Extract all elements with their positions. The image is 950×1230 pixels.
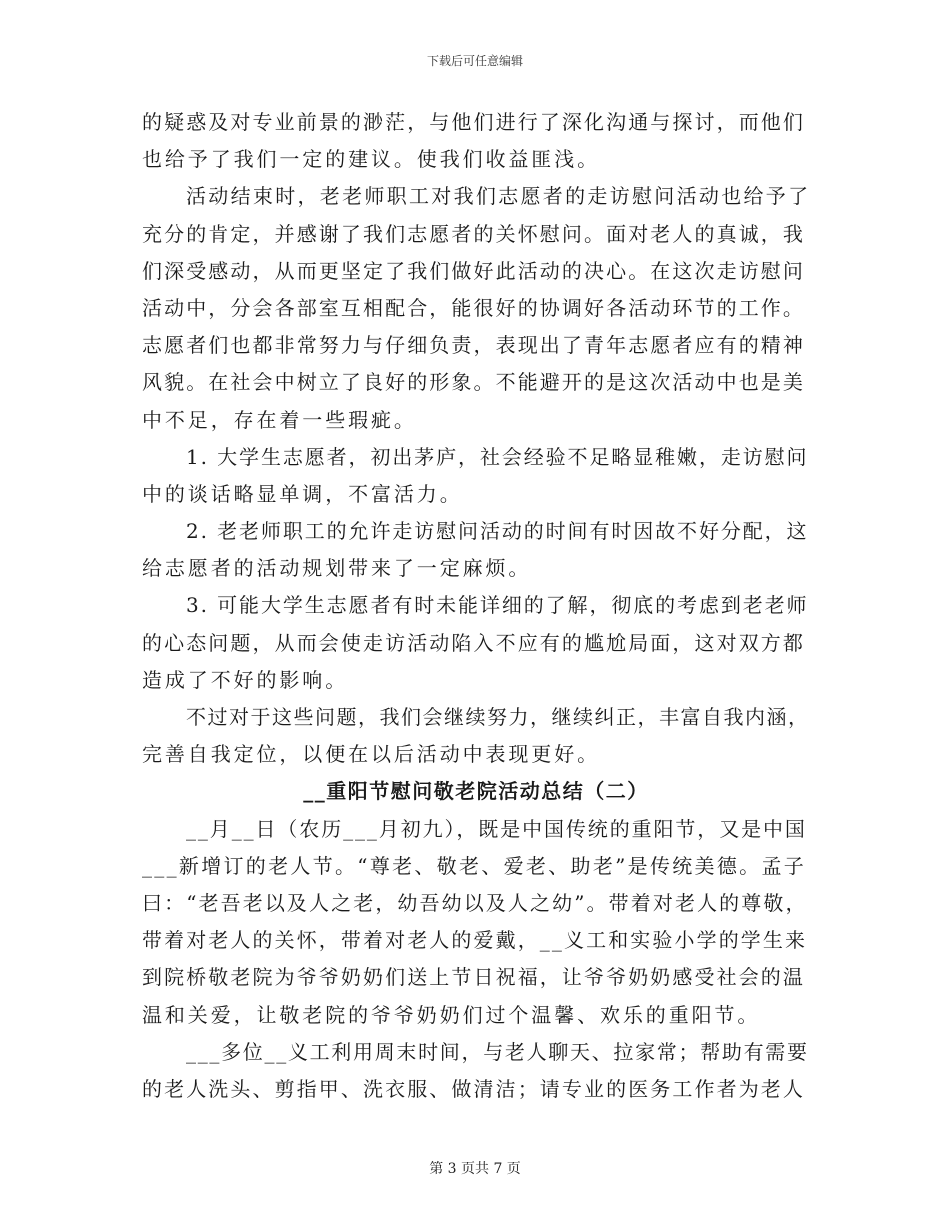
text-line: 温和关爱，让敬老院的爷爷奶奶们过个温馨、欢乐的重阳节。 <box>142 1002 761 1027</box>
text-line: 中的谈话略显单调，不富活力。 <box>142 481 463 506</box>
text-line: ___多位__义工利用周末时间，与老人聊天、拉家常；帮助有需要 <box>186 1039 809 1064</box>
list-item-3: 3. 可能大学生志愿者有时未能详细的了解，彻底的考虑到老老师 <box>186 593 809 618</box>
list-item-1: 1. 大学生志愿者，初出茅庐，社会经验不足略显稚嫩，走访慰问 <box>186 444 809 469</box>
document-body <box>142 104 810 1108</box>
text-line: 的疑惑及对专业前景的渺茫，与他们进行了深化沟通与探讨，而他们 <box>142 110 805 134</box>
text-line: 活动中，分会各部室互相配合，能很好的协调好各活动环节的工作。 <box>142 295 805 320</box>
text-line: 的心态问题，从而会使走访活动陷入不应有的尴尬局面，这对双方都 <box>142 630 805 655</box>
text-line: 志愿者们也都非常努力与仔细负责，表现出了青年志愿者应有的精神 <box>142 333 805 358</box>
section-title: __重阳节慰问敬老院活动总结（二） <box>303 779 649 804</box>
text-line: 带着对老人的关怀，带着对老人的爱戴，__义工和实验小学的学生来 <box>142 928 808 953</box>
text-line: 风貌。在社会中树立了良好的形象。不能避开的是这次活动中也是美 <box>142 370 805 395</box>
text-line: 活动结束时，老老师职工对我们志愿者的走访慰问活动也给予了 <box>186 184 811 209</box>
text-line: 也给予了我们一定的建议。使我们收益匪浅。 <box>142 147 600 172</box>
text-line: 完善自我定位，以便在以后活动中表现更好。 <box>142 742 600 767</box>
text-line: 的老人洗头、剪指甲、洗衣服、做清洁；请专业的医务工作者为老人 <box>142 1076 805 1101</box>
page-footer: 第 3 页共 7 页 <box>429 1161 521 1177</box>
list-item-2: 2. 老老师职工的允许走访慰问活动的时间有时因故不好分配，这 <box>186 519 809 544</box>
text-line: 不过对于这些问题，我们会继续努力，继续纠正，丰富自我内涵， <box>186 705 810 729</box>
text-line: 充分的肯定，并感谢了我们志愿者的关怀慰问。面对老人的真诚，我 <box>142 221 805 246</box>
text-line: 曰：“老吾老以及人之老，幼吾幼以及人之幼”。带着对老人的尊敬， <box>142 890 808 915</box>
text-line: 们深受感动，从而更坚定了我们做好此活动的决心。在这次走访慰问 <box>142 258 805 283</box>
text-line: 造成了不好的影响。 <box>142 667 349 692</box>
text-line: 中不足，存在着一些瑕疵。 <box>142 407 417 432</box>
text-line: 给志愿者的活动规划带来了一定麻烦。 <box>142 556 532 581</box>
page-header: 下载后可任意编辑 <box>426 54 523 68</box>
text-line: __月__日（农历___月初九），既是中国传统的重阳节，又是中国 <box>186 816 807 841</box>
text-line: ___新增订的老人节。“尊老、敬老、爱老、助老”是传统美德。孟子 <box>142 853 807 878</box>
text-line: 到院桥敬老院为爷爷奶奶们送上节日祝福，让爷爷奶奶感受社会的温 <box>142 965 805 990</box>
